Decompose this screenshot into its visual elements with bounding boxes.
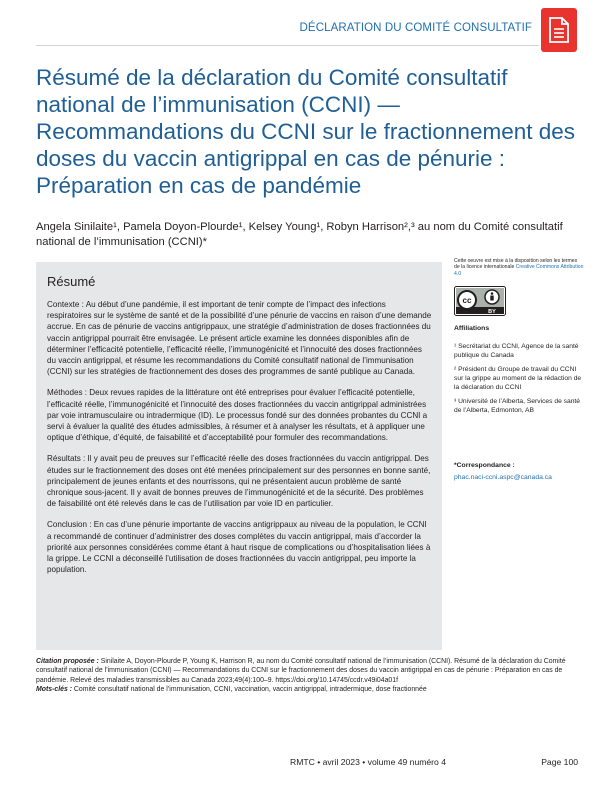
correspondence-email[interactable]: phac.naci-ccni.aspc@canada.ca xyxy=(454,474,552,481)
keywords-label: Mots-clés : xyxy=(36,685,72,693)
citation-text: Sinilaite A, Doyon-Plourde P, Young K, Harrison R, au nom du Comité consultatif national de l’immunisation (CCNI). Résumé de la déclaration du Comité consultatif national de l’immunisation (CCNI) — Recommandations du CCNI sur le fractionnement des doses du vaccin antigrippal en cas de pénurie : Préparation en cas de pandémie. Relevé des maladies transmissibles au Canada 2023;49(4):100–9. https://doi.org/10.14745/ccdr.v49i04a01f xyxy=(36,658,566,684)
license-notice xyxy=(454,258,584,277)
page-number: Page 100 xyxy=(541,757,578,767)
abstract-box xyxy=(36,262,442,650)
abstract-heading: Résumé xyxy=(47,274,96,289)
header-divider xyxy=(36,45,539,46)
suggested-citation xyxy=(36,657,586,685)
abstract-context xyxy=(47,299,432,377)
abstract-methods xyxy=(47,387,432,443)
abstract-results xyxy=(47,453,432,509)
license-text: Cette oeuvre est mise à la disposition selon les termes de la licence internationale xyxy=(454,258,578,271)
authors: Angela Sinilaite¹, Pamela Doyon-Plourde¹, Kelsey Young¹, Robyn Harrison²,³ au nom du Comité consultatif national de l’immunisation (CCNI)* xyxy=(36,221,563,248)
affiliations-list xyxy=(454,342,582,420)
context-text: Au début d’une pandémie, il est important de tenir compte de l’impact des infections respiratoires sur le système de santé et de la possibilité d’une pénurie de vaccins en raison d’une demande accrue. En cas de pénurie de vaccins antigrippaux, une stratégie d’administration de doses fractionnées du vaccin antigrippal pourrait être envisagée. Le présent article examine les données disponibles afin de déterminer l’efficacité potentielle, l’efficacité réelle, l’immunogénicité et l’innocuité des doses fractionnées du vaccin antigrippal, et résume les recommandations du Comité consultatif national de l’immunisation (CCNI) sur les stratégies de fractionnement des doses des programmes de santé publique au Canada. xyxy=(47,300,432,377)
affiliation-item: ¹ Secrétariat du CCNI, Agence de la santé publique du Canada xyxy=(454,343,579,359)
citation-label: Citation proposée : xyxy=(36,658,99,665)
cc-label: cc xyxy=(462,296,472,305)
footer-journal: RMTC • avril 2023 • volume 49 numéro 4 xyxy=(290,757,446,767)
affiliation-item: ³ Université de l’Alberta, Services de santé de l’Alberta, Edmonton, AB xyxy=(454,398,581,414)
results-label: Résultats : xyxy=(47,454,86,464)
document-badge xyxy=(541,8,577,52)
correspondence-title: *Correspondance : xyxy=(454,462,515,469)
affiliation-item: ² Président du Groupe de travail du CCNI sur la grippe au moment de la rédaction de la déclaration du CCNI xyxy=(454,366,582,391)
keywords xyxy=(36,685,586,694)
cc-by-badge[interactable] xyxy=(454,286,506,316)
by-label: BY xyxy=(488,309,496,315)
page-title: Résumé de la déclaration du Comité consultatif national de l’immunisation (CCNI) — Recommandations du CCNI sur le fractionnement des doses du vaccin antigrippal en cas de pénurie : Préparation en cas de pandémie xyxy=(36,65,576,198)
license-link[interactable]: Creative Commons Attribution 4.0 xyxy=(454,264,584,277)
section-label: DÉCLARATION DU COMITÉ CONSULTATIF xyxy=(299,22,532,34)
context-label: Contexte : xyxy=(47,300,84,309)
conclusion-text: En cas d’une pénurie importante de vaccins antigrippaux au niveau de la population, le CCNI a recommandé de continuer d’administrer des doses complètes du vaccin antigrippal, mais d’accorder la priorité aux personnes considérées comme étant à haut risque de complications ou d’hospitalisation liées à la grippe. Le CCNI a déconseillé l’utilisation de doses fractionnées du vaccin antigrippal, peu importe la population. xyxy=(47,520,431,575)
affiliations-title: Affiliations xyxy=(454,325,490,332)
methods-text: Deux revues rapides de la littérature ont été entreprises pour évaluer l’efficacité potentielle, l’efficacité réelle, l’immunogénicité et l’innocuité des doses fractionnées du vaccin antigrippal administrées par voie intramusculaire ou intradermique (ID). Le processus fondé sur des données probantes du CCNI a servi à évaluer la qualité des études admissibles, à résumer et à analyser les résultats, et à appliquer une optique d’éthique, d’équité, de faisabilité et d’acceptabilité pour formuler des recommandations. xyxy=(47,388,428,443)
header xyxy=(0,0,612,50)
methods-label: Méthodes : xyxy=(47,388,88,398)
results-text: Il y avait peu de preuves sur l’efficacité réelle des doses fractionnées du vaccin antigrippal. Des études sur le fractionnement des doses ont été menées principalement sur des personnes en bonne santé, principalement de jeunes enfants et des nourrissons, qui ne présentaient aucun problème de santé chronique sous-jacent. Il y avait de bonnes preuves de l’immunogénicité et de la sécurité. Des problèmes de faisabilité ont été relevés dans le cas de l’utilisation par voie ID en particulier. xyxy=(47,454,431,509)
document-icon xyxy=(549,17,569,43)
abstract-conclusion xyxy=(47,519,432,575)
keywords-text: Comité consultatif national de l’immunisation, CCNI, vaccination, vaccin antigrippal, intradermique, dose fractionnée xyxy=(73,685,427,693)
citation-block xyxy=(36,657,586,694)
conclusion-label: Conclusion : xyxy=(47,520,92,530)
